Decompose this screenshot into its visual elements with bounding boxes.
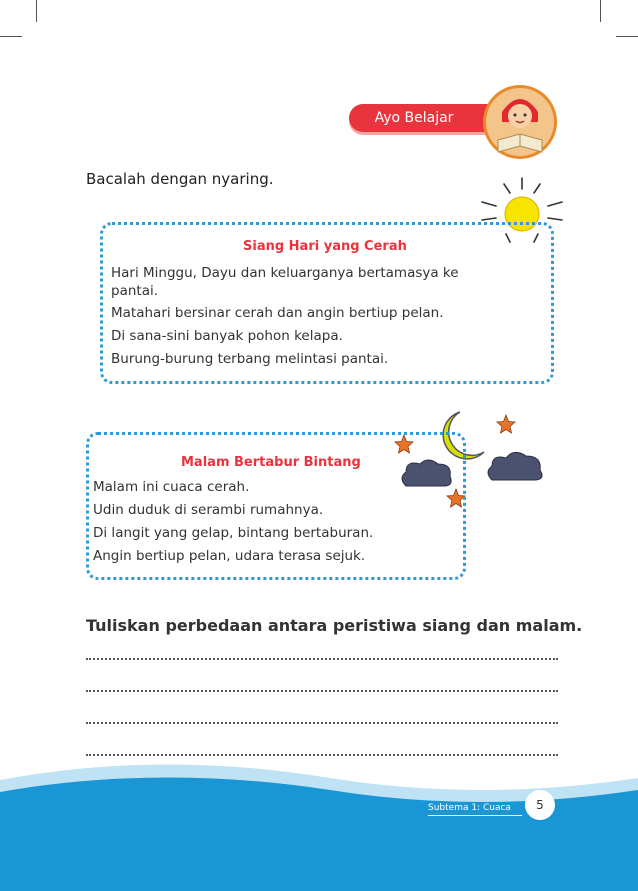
- reading-line: Udin duduk di serambi rumahnya.: [93, 502, 324, 518]
- reading-line: Angin bertiup pelan, udara terasa sejuk.: [93, 548, 366, 564]
- crop-mark: [600, 0, 601, 22]
- reading-child-icon: [480, 82, 560, 162]
- reading-box-night: [86, 432, 466, 580]
- subtheme-label: Subtema 1: Cuaca: [428, 803, 522, 816]
- task-prompt: Tuliskan perbedaan antara peristiwa siang dan malam.: [86, 616, 583, 635]
- section-badge: [349, 104, 489, 132]
- reading-line: Malam ini cuaca cerah.: [93, 479, 250, 495]
- answer-line[interactable]: [86, 722, 558, 724]
- reading-line: Di sana-sini banyak pohon kelapa.: [111, 328, 343, 344]
- reading-title-night: Malam Bertabur Bintang: [181, 455, 361, 470]
- answer-line[interactable]: [86, 690, 558, 692]
- reading-line: Di langit yang gelap, bintang bertaburan.: [93, 525, 374, 541]
- reading-line: Hari Minggu, Dayu dan keluarganya bertamasya ke: [111, 265, 459, 281]
- reading-title-day: Siang Hari yang Cerah: [243, 239, 407, 254]
- instruction-text: Bacalah dengan nyaring.: [86, 170, 274, 188]
- crop-mark: [616, 36, 638, 37]
- reading-line: Burung-burung terbang melintasi pantai.: [111, 351, 389, 367]
- answer-line[interactable]: [86, 754, 558, 756]
- reading-box-day: [100, 222, 554, 384]
- reading-line: pantai.: [111, 283, 159, 299]
- section-badge-label: Ayo Belajar: [374, 110, 454, 126]
- crop-mark: [0, 36, 22, 37]
- page-number: 5: [525, 790, 555, 820]
- cloud-icon: [484, 448, 546, 484]
- crop-mark: [36, 0, 37, 22]
- reading-line: Matahari bersinar cerah dan angin bertiup pelan.: [111, 305, 444, 321]
- star-icon: [496, 414, 516, 434]
- answer-line[interactable]: [86, 658, 558, 660]
- footer-wave: [0, 760, 638, 891]
